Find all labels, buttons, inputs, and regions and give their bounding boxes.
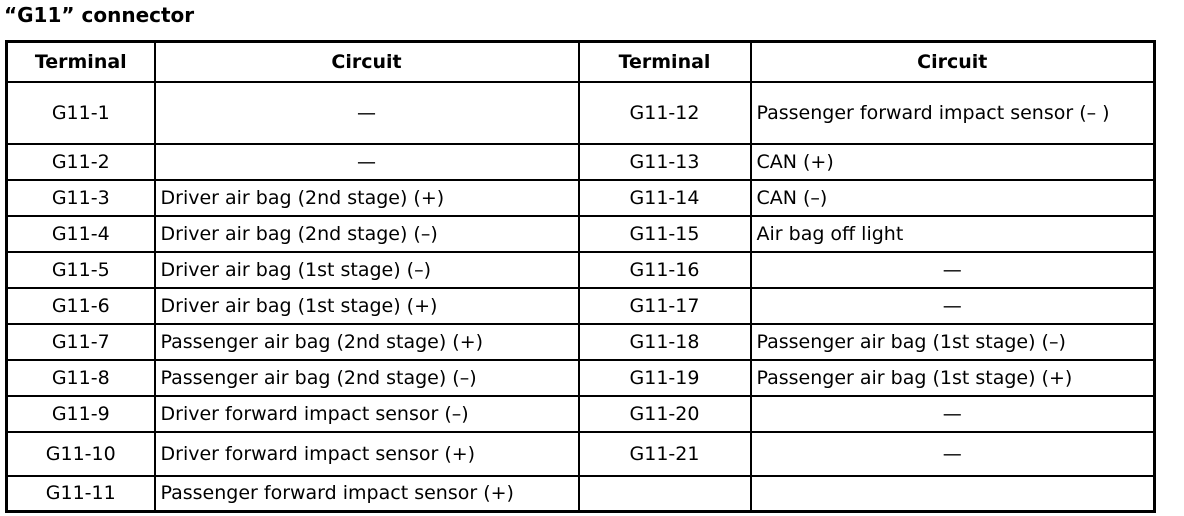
circuit-cell: CAN (+) [751,144,1155,180]
circuit-cell: Driver forward impact sensor (+) [155,432,579,476]
table-row [7,396,1155,432]
circuit-cell: Passenger forward impact sensor (– ) [751,82,1155,144]
terminal-cell: G11-11 [7,476,155,512]
terminal-cell: G11-4 [7,216,155,252]
terminal-cell: G11-20 [579,396,751,432]
terminal-cell: G11-6 [7,288,155,324]
circuit-cell: — [751,252,1155,288]
table-row [7,324,1155,360]
circuit-cell: Air bag off light [751,216,1155,252]
header-terminal-left: Terminal [7,42,155,82]
circuit-cell: Passenger air bag (1st stage) (+) [751,360,1155,396]
table-row [7,288,1155,324]
table-row [7,360,1155,396]
terminal-cell: G11-8 [7,360,155,396]
circuit-cell: CAN (–) [751,180,1155,216]
terminal-cell: G11-18 [579,324,751,360]
header-row [7,42,1155,82]
circuit-cell: Passenger air bag (2nd stage) (–) [155,360,579,396]
terminal-cell: G11-9 [7,396,155,432]
table-row [7,180,1155,216]
header-circuit-left: Circuit [155,42,579,82]
circuit-cell: Passenger air bag (2nd stage) (+) [155,324,579,360]
circuit-cell: Passenger forward impact sensor (+) [155,476,579,512]
terminal-cell: G11-13 [579,144,751,180]
circuit-cell: — [751,288,1155,324]
terminal-cell: G11-1 [7,82,155,144]
circuit-cell: Driver air bag (1st stage) (+) [155,288,579,324]
circuit-cell: — [751,396,1155,432]
circuit-cell: — [155,144,579,180]
terminal-cell: G11-2 [7,144,155,180]
circuit-cell: Driver air bag (1st stage) (–) [155,252,579,288]
table-row [7,252,1155,288]
table-row [7,82,1155,144]
terminal-cell: G11-7 [7,324,155,360]
terminal-cell [579,476,751,512]
terminal-cell: G11-5 [7,252,155,288]
table-row [7,144,1155,180]
circuit-cell: Driver forward impact sensor (–) [155,396,579,432]
terminal-cell: G11-14 [579,180,751,216]
circuit-cell: Driver air bag (2nd stage) (+) [155,180,579,216]
circuit-cell [751,476,1155,512]
terminal-cell: G11-15 [579,216,751,252]
table-row [7,476,1155,512]
terminal-cell: G11-3 [7,180,155,216]
circuit-cell: — [155,82,579,144]
header-terminal-right: Terminal [579,42,751,82]
terminal-cell: G11-12 [579,82,751,144]
connector-title: “G11” connector [4,3,195,27]
header-circuit-right: Circuit [751,42,1155,82]
table-row [7,216,1155,252]
circuit-cell: Driver air bag (2nd stage) (–) [155,216,579,252]
terminal-cell: G11-17 [579,288,751,324]
terminal-cell: G11-19 [579,360,751,396]
connector-pin-table [5,40,1156,513]
terminal-cell: G11-10 [7,432,155,476]
circuit-cell: Passenger air bag (1st stage) (–) [751,324,1155,360]
terminal-cell: G11-16 [579,252,751,288]
terminal-cell: G11-21 [579,432,751,476]
circuit-cell: — [751,432,1155,476]
table-row [7,432,1155,476]
